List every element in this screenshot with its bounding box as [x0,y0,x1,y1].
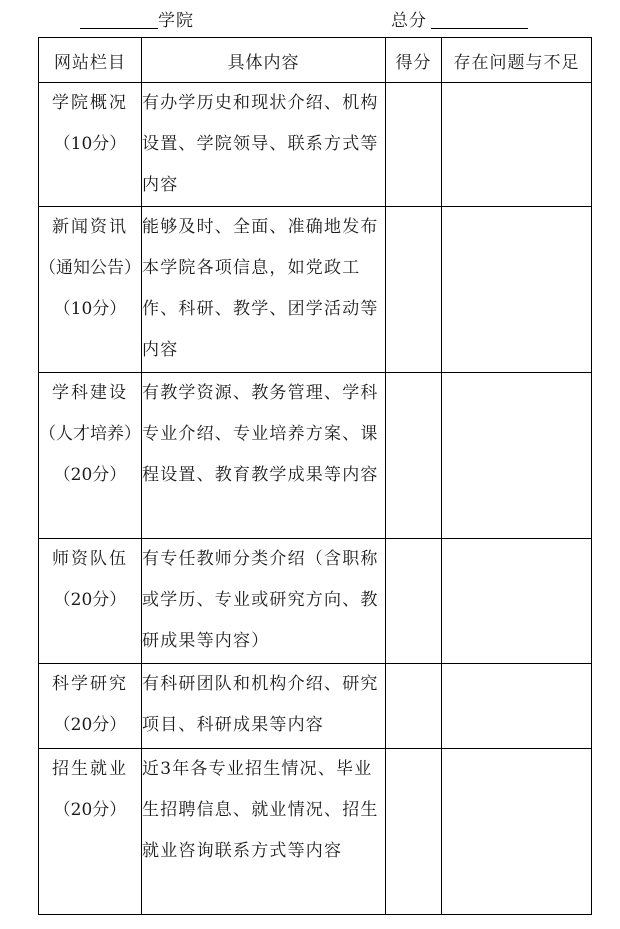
issues-cell[interactable] [442,749,592,915]
section-cell [39,373,142,539]
total-score-blank[interactable] [431,28,528,29]
column-header-score: 得分 [386,38,442,83]
section-score-note: （10分） [53,134,127,154]
issues-cell[interactable] [442,539,592,664]
score-cell[interactable] [386,373,442,539]
table-row [39,207,592,373]
table-row [39,749,592,915]
section-cell [39,539,142,664]
issues-cell[interactable] [442,664,592,749]
content-cell: 近3年各专业招生情况、毕业生招聘信息、就业情况、招生就业咨询联系方式等内容 [142,749,386,915]
section-score-note: （20分） [53,590,127,610]
content-cell: 有科研团队和机构介绍、研究项目、科研成果等内容 [142,664,386,749]
section-cell [39,664,142,749]
section-score-note: （通知公告）（10分） [39,258,141,319]
section-name: 招生就业 [52,759,128,779]
column-header-issues: 存在问题与不足 [442,38,592,83]
score-cell[interactable] [386,83,442,207]
section-cell [39,83,142,207]
content-cell: 有办学历史和现状介绍、机构设置、学院领导、联系方式等内容 [142,83,386,207]
issues-cell[interactable] [442,207,592,373]
section-name: 学科建设 [52,383,128,403]
content-cell: 有专任教师分类介绍（含职称或学历、专业或研究方向、教研成果等内容） [142,539,386,664]
issues-cell[interactable] [442,373,592,539]
score-cell[interactable] [386,664,442,749]
form-header [0,0,620,36]
score-cell[interactable] [386,539,442,664]
section-name: 科学研究 [52,674,128,694]
section-score-note: （20分） [53,715,127,735]
table-row [39,539,592,664]
college-name-blank[interactable] [80,28,158,29]
table-row [39,373,592,539]
section-score-note: （20分） [53,800,127,820]
section-name: 新闻资讯 [52,217,128,237]
college-label: 学院 [158,11,194,31]
evaluation-table [38,37,592,915]
table-header-row [39,38,592,83]
score-cell[interactable] [386,749,442,915]
table-row [39,83,592,207]
section-score-note: （人才培养）（20分） [39,424,141,485]
table-row [39,664,592,749]
section-cell [39,749,142,915]
section-cell [39,207,142,373]
column-header-content: 具体内容 [142,38,386,83]
column-header-section: 网站栏目 [39,38,142,83]
content-cell: 能够及时、全面、准确地发布本学院各项信息，如党政工作、科研、教学、团学活动等内容 [142,207,386,373]
content-cell: 有教学资源、教务管理、学科专业介绍、专业培养方案、课程设置、教育教学成果等内容 [142,373,386,539]
total-score-label: 总分 [391,11,427,31]
issues-cell[interactable] [442,83,592,207]
section-name: 师资队伍 [52,549,128,569]
section-name: 学院概况 [52,93,128,113]
score-cell[interactable] [386,207,442,373]
